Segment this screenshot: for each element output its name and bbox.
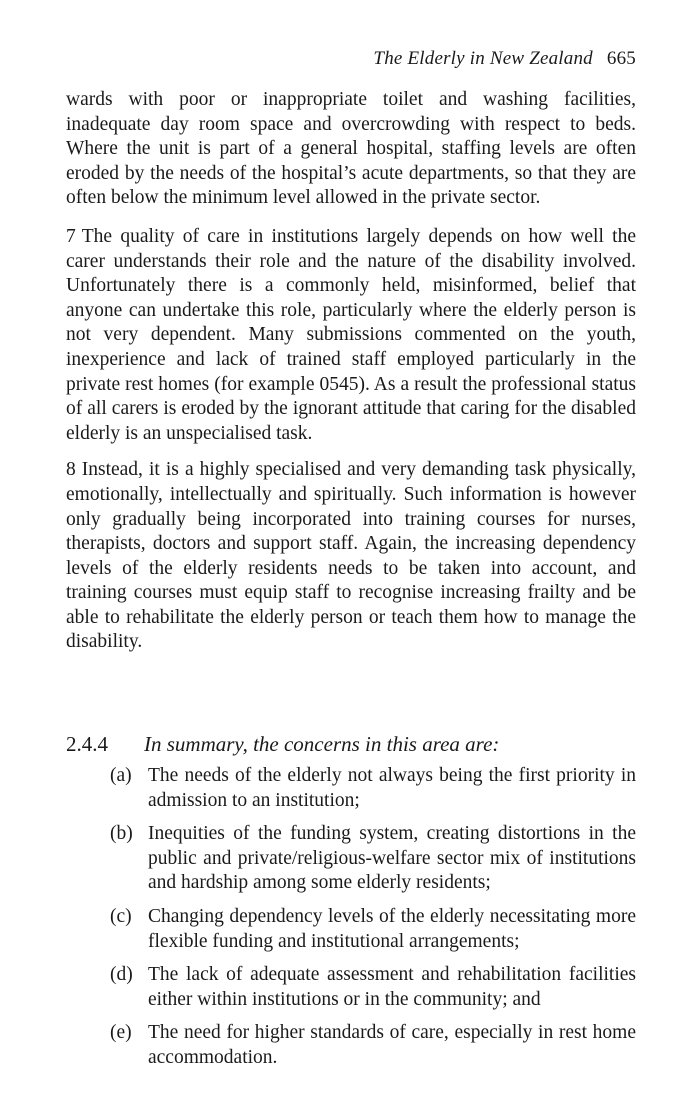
section-number: 2.4.4 — [66, 732, 108, 756]
paragraph-number: 7 — [66, 225, 76, 247]
list-item-text: The need for higher standards of care, especially in rest home accommodation. — [148, 1022, 636, 1068]
running-header-title: The Elderly in New Zealand — [373, 48, 593, 69]
concerns-list — [66, 764, 636, 1071]
running-header — [373, 48, 636, 70]
section-heading — [66, 730, 636, 758]
paragraph-text: Instead, it is a highly specialised and very demanding task physically, emotionally, intellectually and spiritually. Such information is however only gradually being incorporated into training courses for nurses, therapists, doctors and support staff. Again, the increasing dependency levels of the elderly residents needs to be taken into account, and training courses must equip staff to recognise increasing frailty and be able to rehabilitate the elderly person or teach them how to manage the disability. — [66, 459, 636, 653]
paragraph-number: 8 — [66, 459, 76, 481]
list-item-marker: (e) — [110, 1022, 132, 1044]
section-title: In summary, the concerns in this area are: — [144, 732, 500, 756]
paragraph-7 — [66, 225, 636, 446]
list-item-marker: (b) — [110, 823, 133, 845]
list-item — [66, 1021, 636, 1070]
paragraph-continued — [66, 88, 636, 211]
list-item — [66, 963, 636, 1012]
paragraph-text: wards with poor or inappropriate toilet and washing facilities, inadequate day room space and overcrowding with respect to beds. Where the unit is part of a general hospital, staffing levels are often eroded by the needs of the hospital’s acute departments, so that they are often below the minimum level allowed in the private sector. — [66, 89, 636, 209]
list-item-text: The needs of the elderly not always being the first priority in admission to an institution; — [148, 765, 636, 811]
summary-section — [66, 730, 636, 1080]
list-item-marker: (d) — [110, 964, 133, 986]
body-text — [66, 88, 636, 667]
list-item-text: Inequities of the funding system, creating distortions in the public and private/religious-welfare sector mix of institutions and hardship among some elderly residents; — [148, 823, 636, 894]
paragraph-8 — [66, 458, 636, 655]
list-item-marker: (a) — [110, 765, 132, 786]
list-item-text: Changing dependency levels of the elderly necessitating more flexible funding and institutional arrangements; — [148, 905, 636, 952]
page-number: 665 — [606, 48, 636, 69]
list-item — [66, 822, 636, 896]
list-item-text: The lack of adequate assessment and rehabilitation facilities either within institutions or in the community; and — [148, 964, 636, 1010]
list-item — [66, 764, 636, 813]
list-item — [66, 905, 636, 954]
paragraph-text: The quality of care in institutions largely depends on how well the carer understands their role and the nature of the disability involved. Unfortunately there is a commonly held, misinformed, belief that anyone can undertake this role, particularly where the elderly person is not very dependent. Many submissions commented on the youth, inexperience and lack of trained staff employed particularly in the private rest homes (for example 0545). As a result the professional status of all carers is eroded by the ignorant attitude that caring for the disabled elderly is an unspecialised task. — [66, 225, 636, 444]
list-item-marker: (c) — [110, 905, 132, 927]
